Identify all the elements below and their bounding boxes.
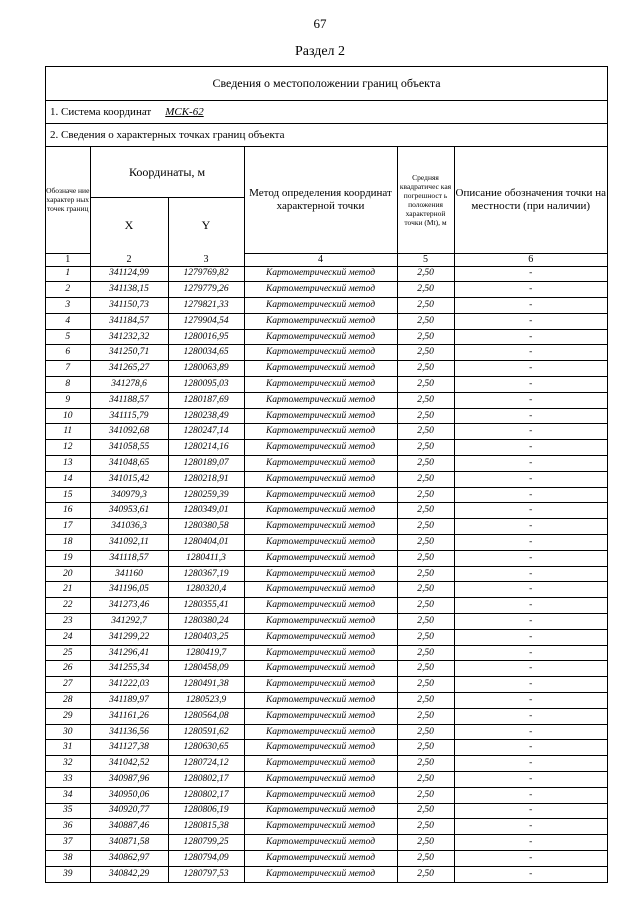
x-cell: 341115,79 [90,408,168,424]
y-cell: 1280802,17 [168,787,244,803]
point-id-cell: 25 [46,645,90,661]
point-id-cell: 31 [46,740,90,756]
accuracy-cell: 2,50 [397,487,454,503]
accuracy-cell: 2,50 [397,456,454,472]
description-cell: - [454,645,607,661]
point-id-cell: 14 [46,471,90,487]
x-cell: 341036,3 [90,519,168,535]
description-cell: - [454,835,607,851]
method-cell: Картометрический метод [244,787,397,803]
coord-system-value: МСК-62 [165,106,204,118]
point-id-cell: 7 [46,361,90,377]
x-cell: 340862,97 [90,850,168,866]
point-id-cell: 21 [46,582,90,598]
x-cell: 341184,57 [90,313,168,329]
method-cell: Картометрический метод [244,345,397,361]
col-point-header: Обозначе ние характер ных точек границ [46,147,90,253]
x-cell: 340871,58 [90,835,168,851]
point-id-cell: 20 [46,566,90,582]
x-cell: 341250,71 [90,345,168,361]
x-cell: 340842,29 [90,866,168,881]
description-cell: - [454,424,607,440]
point-id-cell: 13 [46,456,90,472]
x-cell: 341188,57 [90,392,168,408]
description-cell: - [454,266,607,282]
accuracy-cell: 2,50 [397,392,454,408]
accuracy-cell: 2,50 [397,298,454,314]
method-cell: Картометрический метод [244,440,397,456]
method-cell: Картометрический метод [244,535,397,551]
x-cell: 341042,52 [90,756,168,772]
table-row [46,614,607,630]
table-row [46,282,607,298]
method-cell: Картометрический метод [244,708,397,724]
method-cell: Картометрический метод [244,629,397,645]
x-cell: 341296,41 [90,645,168,661]
method-cell: Картометрический метод [244,582,397,598]
description-cell: - [454,787,607,803]
description-cell: - [454,772,607,788]
method-cell: Картометрический метод [244,377,397,393]
method-cell: Картометрический метод [244,661,397,677]
table-row [46,708,607,724]
point-id-cell: 33 [46,772,90,788]
col-y-header: Y [168,198,244,254]
y-cell: 1280214,16 [168,440,244,456]
y-cell: 1280458,09 [168,661,244,677]
point-id-cell: 26 [46,661,90,677]
y-cell: 1280367,19 [168,566,244,582]
x-cell: 340920,77 [90,803,168,819]
y-cell: 1280404,01 [168,535,244,551]
x-cell: 341278,6 [90,377,168,393]
coord-system-row [46,101,607,124]
accuracy-cell: 2,50 [397,661,454,677]
point-id-cell: 37 [46,835,90,851]
x-cell: 341136,56 [90,724,168,740]
method-cell: Картометрический метод [244,361,397,377]
table-row [46,835,607,851]
description-cell: - [454,535,607,551]
accuracy-cell: 2,50 [397,424,454,440]
table-row [46,677,607,693]
table-row [46,629,607,645]
table-row [46,693,607,709]
y-cell: 1279779,26 [168,282,244,298]
x-cell: 341292,7 [90,614,168,630]
description-cell: - [454,298,607,314]
table-row [46,819,607,835]
x-cell: 341015,42 [90,471,168,487]
point-id-cell: 5 [46,329,90,345]
x-cell: 341299,22 [90,629,168,645]
y-cell: 1280349,01 [168,503,244,519]
boundary-table-block [45,66,608,883]
table-row [46,772,607,788]
x-cell: 340887,46 [90,819,168,835]
accuracy-cell: 2,50 [397,329,454,345]
description-cell: - [454,850,607,866]
table-row [46,392,607,408]
accuracy-cell: 2,50 [397,566,454,582]
description-cell: - [454,361,607,377]
accuracy-cell: 2,50 [397,708,454,724]
description-cell: - [454,329,607,345]
description-cell: - [454,503,607,519]
col-method-header: Метод определения координат характерной точки [244,147,397,253]
method-cell: Картометрический метод [244,298,397,314]
description-cell: - [454,440,607,456]
point-id-cell: 24 [46,629,90,645]
x-cell: 341273,46 [90,598,168,614]
column-number: 1 [46,253,90,266]
x-cell: 341048,65 [90,456,168,472]
x-cell: 340950,06 [90,787,168,803]
col-accuracy-header: Средняя квадратичес кая погрешност ь положения характерной точки (Mt), м [397,147,454,253]
point-id-cell: 23 [46,614,90,630]
method-cell: Картометрический метод [244,519,397,535]
method-cell: Картометрический метод [244,266,397,282]
coord-system-label: 1. Система координат [50,106,152,118]
description-cell: - [454,803,607,819]
description-cell: - [454,598,607,614]
y-cell: 1280794,09 [168,850,244,866]
x-cell: 341092,11 [90,535,168,551]
description-cell: - [454,661,607,677]
x-cell: 341138,15 [90,282,168,298]
description-cell: - [454,487,607,503]
accuracy-cell: 2,50 [397,598,454,614]
accuracy-cell: 2,50 [397,313,454,329]
points-table-body [46,253,607,882]
table-row [46,740,607,756]
accuracy-cell: 2,50 [397,582,454,598]
y-cell: 1280806,19 [168,803,244,819]
point-id-cell: 11 [46,424,90,440]
point-id-cell: 8 [46,377,90,393]
x-cell: 341255,34 [90,661,168,677]
col-coords-header: Координаты, м [90,147,244,198]
y-cell: 1280320,4 [168,582,244,598]
accuracy-cell: 2,50 [397,519,454,535]
table-row [46,519,607,535]
y-cell: 1280034,65 [168,345,244,361]
description-cell: - [454,456,607,472]
method-cell: Картометрический метод [244,724,397,740]
table-row [46,661,607,677]
y-cell: 1280802,17 [168,772,244,788]
description-cell: - [454,740,607,756]
y-cell: 1279904,54 [168,313,244,329]
accuracy-cell: 2,50 [397,756,454,772]
point-id-cell: 1 [46,266,90,282]
column-number: 6 [454,253,607,266]
table-row [46,582,607,598]
accuracy-cell: 2,50 [397,787,454,803]
accuracy-cell: 2,50 [397,850,454,866]
description-cell: - [454,377,607,393]
y-cell: 1280380,58 [168,519,244,535]
method-cell: Картометрический метод [244,503,397,519]
accuracy-cell: 2,50 [397,803,454,819]
description-cell: - [454,471,607,487]
y-cell: 1280724,12 [168,756,244,772]
x-cell: 340979,3 [90,487,168,503]
description-cell: - [454,392,607,408]
table-row [46,266,607,282]
y-cell: 1280247,14 [168,424,244,440]
point-id-cell: 6 [46,345,90,361]
point-id-cell: 4 [46,313,90,329]
point-id-cell: 38 [46,850,90,866]
accuracy-cell: 2,50 [397,266,454,282]
point-id-cell: 22 [46,598,90,614]
method-cell: Картометрический метод [244,645,397,661]
x-cell: 341150,73 [90,298,168,314]
point-id-cell: 2 [46,282,90,298]
method-cell: Картометрический метод [244,550,397,566]
description-cell: - [454,550,607,566]
method-cell: Картометрический метод [244,392,397,408]
y-cell: 1280799,25 [168,835,244,851]
table-row [46,850,607,866]
method-cell: Картометрический метод [244,329,397,345]
method-cell: Картометрический метод [244,740,397,756]
description-cell: - [454,866,607,881]
point-id-cell: 15 [46,487,90,503]
col-description-header: Описание обозначения точки на местности (при наличии) [454,147,607,253]
accuracy-cell: 2,50 [397,471,454,487]
x-cell: 341189,97 [90,693,168,709]
accuracy-cell: 2,50 [397,677,454,693]
point-id-cell: 28 [46,693,90,709]
description-cell: - [454,408,607,424]
point-id-cell: 32 [46,756,90,772]
description-cell: - [454,566,607,582]
description-cell: - [454,708,607,724]
method-cell: Картометрический метод [244,835,397,851]
y-cell: 1280630,65 [168,740,244,756]
table-row [46,377,607,393]
column-number: 2 [90,253,168,266]
accuracy-cell: 2,50 [397,535,454,551]
y-cell: 1280218,91 [168,471,244,487]
method-cell: Картометрический метод [244,408,397,424]
point-id-cell: 19 [46,550,90,566]
x-cell: 341058,55 [90,440,168,456]
x-cell: 341265,27 [90,361,168,377]
y-cell: 1279769,82 [168,266,244,282]
method-cell: Картометрический метод [244,282,397,298]
description-cell: - [454,819,607,835]
y-cell: 1280016,95 [168,329,244,345]
table-row [46,866,607,881]
x-cell: 341196,05 [90,582,168,598]
x-cell: 341160 [90,566,168,582]
method-cell: Картометрический метод [244,471,397,487]
x-cell: 341222,03 [90,677,168,693]
accuracy-cell: 2,50 [397,377,454,393]
table-row [46,361,607,377]
accuracy-cell: 2,50 [397,408,454,424]
method-cell: Картометрический метод [244,424,397,440]
method-cell: Картометрический метод [244,819,397,835]
table-row [46,440,607,456]
accuracy-cell: 2,50 [397,440,454,456]
description-cell: - [454,724,607,740]
table-row [46,550,607,566]
table-row [46,408,607,424]
y-cell: 1280063,89 [168,361,244,377]
method-cell: Картометрический метод [244,487,397,503]
x-cell: 341124,99 [90,266,168,282]
point-id-cell: 17 [46,519,90,535]
method-cell: Картометрический метод [244,598,397,614]
point-id-cell: 34 [46,787,90,803]
section-title: Раздел 2 [294,44,346,59]
point-id-cell: 10 [46,408,90,424]
table-row [46,535,607,551]
description-cell: - [454,677,607,693]
description-cell: - [454,519,607,535]
x-cell: 340987,96 [90,772,168,788]
accuracy-cell: 2,50 [397,550,454,566]
method-cell: Картометрический метод [244,756,397,772]
point-id-cell: 18 [46,535,90,551]
accuracy-cell: 2,50 [397,835,454,851]
x-cell: 341118,57 [90,550,168,566]
points-table [46,147,607,882]
column-number: 4 [244,253,397,266]
table-row [46,724,607,740]
table-row [46,313,607,329]
x-cell: 341161,26 [90,708,168,724]
table-row [46,298,607,314]
point-id-cell: 39 [46,866,90,881]
point-id-cell: 3 [46,298,90,314]
accuracy-cell: 2,50 [397,645,454,661]
method-cell: Картометрический метод [244,677,397,693]
y-cell: 1280491,38 [168,677,244,693]
method-cell: Картометрический метод [244,313,397,329]
table-row [46,756,607,772]
table-row [46,787,607,803]
point-id-cell: 9 [46,392,90,408]
point-id-cell: 12 [46,440,90,456]
method-cell: Картометрический метод [244,566,397,582]
accuracy-cell: 2,50 [397,724,454,740]
table-row [46,645,607,661]
column-numbers-row [46,253,607,266]
y-cell: 1280380,24 [168,614,244,630]
accuracy-cell: 2,50 [397,614,454,630]
column-number: 5 [397,253,454,266]
y-cell: 1280797,53 [168,866,244,881]
point-id-cell: 27 [46,677,90,693]
y-cell: 1280411,3 [168,550,244,566]
accuracy-cell: 2,50 [397,629,454,645]
x-cell: 341127,38 [90,740,168,756]
table-row [46,803,607,819]
table-row [46,487,607,503]
method-cell: Картометрический метод [244,866,397,881]
column-number: 3 [168,253,244,266]
points-header: 2. Сведения о характерных точках границ объекта [46,124,607,147]
table-row [46,424,607,440]
accuracy-cell: 2,50 [397,345,454,361]
method-cell: Картометрический метод [244,693,397,709]
y-cell: 1280355,41 [168,598,244,614]
y-cell: 1280259,39 [168,487,244,503]
point-id-cell: 16 [46,503,90,519]
table-row [46,503,607,519]
point-id-cell: 30 [46,724,90,740]
page-number: 67 [313,16,327,31]
accuracy-cell: 2,50 [397,361,454,377]
table-row [46,471,607,487]
x-cell: 340953,61 [90,503,168,519]
accuracy-cell: 2,50 [397,693,454,709]
description-cell: - [454,756,607,772]
y-cell: 1279821,33 [168,298,244,314]
point-id-cell: 35 [46,803,90,819]
y-cell: 1280187,69 [168,392,244,408]
accuracy-cell: 2,50 [397,819,454,835]
method-cell: Картометрический метод [244,850,397,866]
y-cell: 1280419,7 [168,645,244,661]
accuracy-cell: 2,50 [397,866,454,881]
description-cell: - [454,629,607,645]
description-cell: - [454,693,607,709]
y-cell: 1280564,08 [168,708,244,724]
accuracy-cell: 2,50 [397,740,454,756]
method-cell: Картометрический метод [244,456,397,472]
y-cell: 1280189,07 [168,456,244,472]
x-cell: 341232,32 [90,329,168,345]
table-row [46,345,607,361]
table-row [46,598,607,614]
y-cell: 1280815,38 [168,819,244,835]
y-cell: 1280095,03 [168,377,244,393]
method-cell: Картометрический метод [244,614,397,630]
method-cell: Картометрический метод [244,803,397,819]
accuracy-cell: 2,50 [397,772,454,788]
point-id-cell: 29 [46,708,90,724]
point-id-cell: 36 [46,819,90,835]
method-cell: Картометрический метод [244,772,397,788]
y-cell: 1280591,62 [168,724,244,740]
accuracy-cell: 2,50 [397,503,454,519]
accuracy-cell: 2,50 [397,282,454,298]
description-cell: - [454,614,607,630]
y-cell: 1280523,9 [168,693,244,709]
y-cell: 1280403,25 [168,629,244,645]
description-cell: - [454,313,607,329]
x-cell: 341092,68 [90,424,168,440]
table-row [46,329,607,345]
y-cell: 1280238,49 [168,408,244,424]
description-cell: - [454,345,607,361]
table-title: Сведения о местоположении границ объекта [46,67,607,101]
col-x-header: X [90,198,168,254]
table-row [46,456,607,472]
table-row [46,566,607,582]
description-cell: - [454,582,607,598]
description-cell: - [454,282,607,298]
